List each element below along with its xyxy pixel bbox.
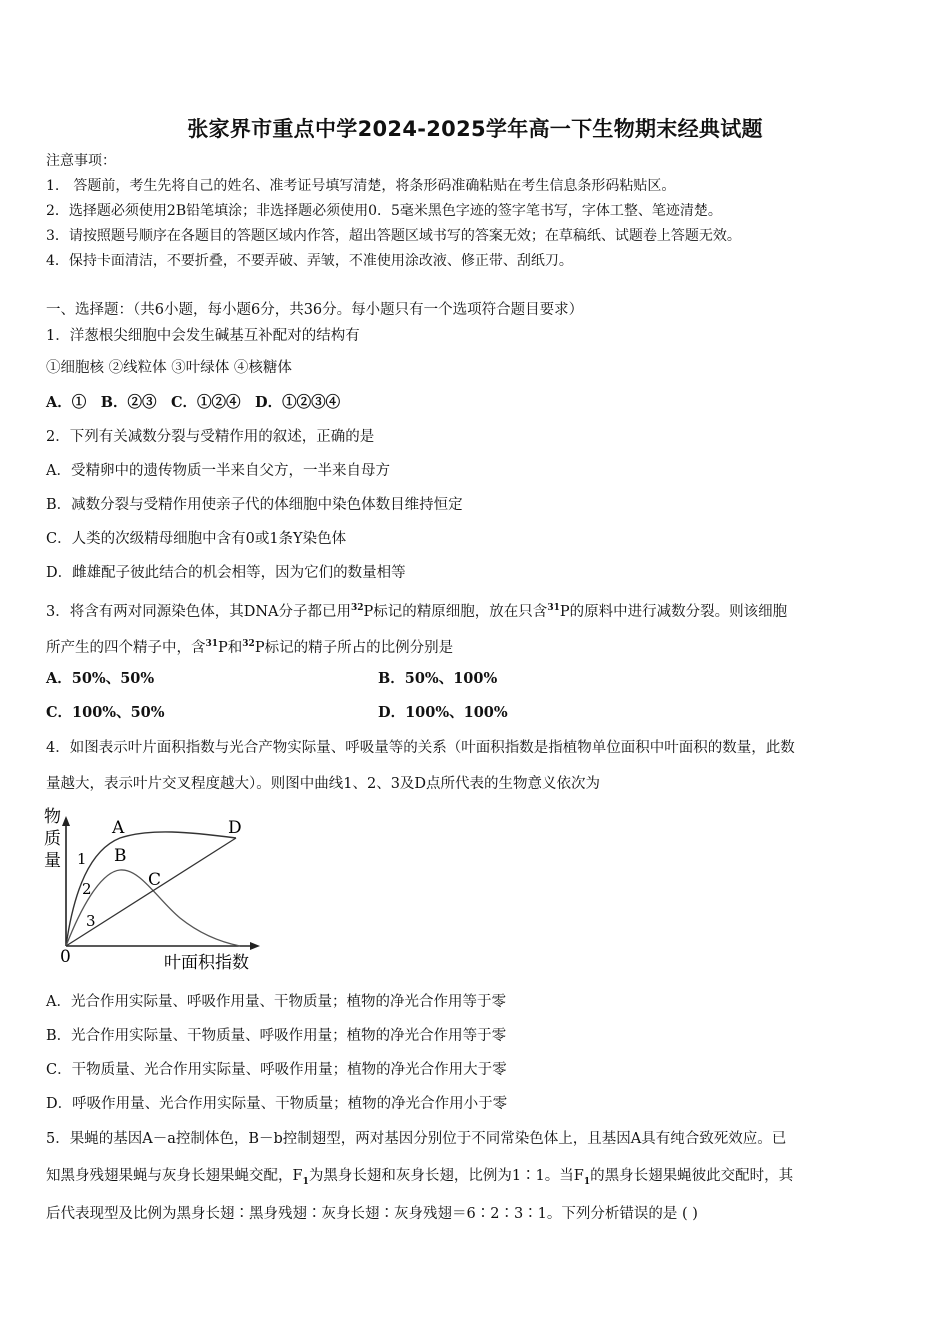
q3-stem-a: 3．将含有两对同源染色体，其DNA分子都已用 <box>46 603 352 620</box>
x-axis-arrow <box>250 942 260 950</box>
q4-option-a: A．光合作用实际量、呼吸作用量、干物质量；植物的净光合作用等于零 <box>46 994 506 1010</box>
q4-stem-line1: 4．如图表示叶片面积指数与光合产物实际量、呼吸量等的关系（叶面积指数是指植物单位面积中叶面积的数量，此数 <box>46 740 795 756</box>
y-axis-arrow <box>62 816 70 826</box>
curve-label-3: 3 <box>86 912 96 930</box>
q3-sup-31: 31 <box>547 603 560 613</box>
q3-option-b: B．50%、100% <box>378 670 498 687</box>
y-label-char-3: 量 <box>44 851 61 871</box>
q2-option-d: D．雌雄配子彼此结合的机会相等，因为它们的数量相等 <box>46 565 406 581</box>
q2-option-c: C．人类的次级精母细胞中含有0或1条Y染色体 <box>46 531 347 547</box>
q5-line3: 后代表现型及比例为黑身长翅∶黑身残翅∶灰身长翅∶灰身残翅＝6∶2∶3∶1。下列分析错误的是 ( ) <box>46 1206 698 1222</box>
q3-option-a: A．50%、50% <box>46 670 155 687</box>
q5-line2-b: 为黑身长翅和灰身长翅，比例为1∶1。当F <box>308 1168 584 1184</box>
q3-stem-b: P标记的精原细胞，放在只含 <box>363 603 548 620</box>
q2-option-b: B．减数分裂与受精作用使亲子代的体细胞中染色体数目维持恒定 <box>46 497 463 513</box>
q4-option-c: C．干物质量、光合作用实际量、呼吸作用量；植物的净光合作用大于零 <box>46 1062 507 1078</box>
q5-sub-1: 1 <box>302 1176 309 1187</box>
point-label-c: C <box>148 870 162 890</box>
notice-item-2: 2．选择题必须使用2B铅笔填涂；非选择题必须使用0．5毫米黑色字迹的签字笔书写，字体工整、笔迹清楚。 <box>46 203 722 219</box>
y-label-char-2: 质 <box>44 829 61 849</box>
q5-line2-c: 的黑身长翅果蝇彼此交配时，其 <box>590 1168 794 1184</box>
notice-item-1: 1. 答题前，考生先将自己的姓名、准考证号填写清楚，将条形码准确粘贴在考生信息条形码粘贴区。 <box>46 178 676 194</box>
q3-stem-c: P的原料中进行减数分裂。则该细胞 <box>559 603 788 620</box>
q3-stem-line2 <box>46 634 453 658</box>
q5-sub-1b: 1 <box>583 1176 591 1187</box>
page-title: 张家界市重点中学2024-2025学年高一下生物期末经典试题 <box>187 117 763 141</box>
q3-option-c: C．100%、50% <box>46 704 165 721</box>
point-label-a: A <box>112 818 125 838</box>
q1-stem: 1．洋葱根尖细胞中会发生碱基互补配对的结构有 <box>46 328 360 344</box>
q3-line2-a: 所产生的四个精子中，含 <box>46 639 206 656</box>
q4-chart <box>40 800 270 980</box>
q3-option-d: D．100%、100% <box>378 704 508 721</box>
q3-sup-32b: 32 <box>242 639 255 649</box>
q1-options: A．① B．②③ C．①②④ D．①②③④ <box>46 394 341 411</box>
q3-line2-b: P和 <box>218 639 243 656</box>
notice-item-3: 3．请按照题号顺序在各题目的答题区域内作答，超出答题区域书写的答案无效；在草稿纸、试题卷上答题无效。 <box>46 228 741 244</box>
point-label-b: B <box>114 846 127 866</box>
q4-option-b: B．光合作用实际量、干物质量、呼吸作用量；植物的净光合作用等于零 <box>46 1028 507 1044</box>
q5-line2 <box>46 1166 793 1192</box>
q3-stem-line1 <box>46 598 787 622</box>
section-heading: 一、选择题：（共6小题，每小题6分，共36分。每小题只有一个选项符合题目要求） <box>46 302 584 318</box>
curve-label-1: 1 <box>77 850 87 868</box>
q3-sup-32: 32 <box>351 603 364 613</box>
q1-items: ①细胞核 ②线粒体 ③叶绿体 ④核糖体 <box>46 360 292 376</box>
y-label-char-1: 物 <box>44 807 61 827</box>
q4-stem-line2: 量越大，表示叶片交叉程度越大）。则图中曲线1、2、3及D点所代表的生物意义依次为 <box>46 776 601 792</box>
q2-option-a: A．受精卵中的遗传物质一半来自父方，一半来自母方 <box>46 463 390 479</box>
origin-label: 0 <box>60 947 71 967</box>
q4-option-d: D．呼吸作用量、光合作用实际量、干物质量；植物的净光合作用小于零 <box>46 1096 508 1112</box>
q2-stem: 2．下列有关减数分裂与受精作用的叙述，正确的是 <box>46 429 375 445</box>
q5-line2-a: 知黑身残翅果蝇与灰身长翅果蝇交配，F <box>46 1168 303 1184</box>
point-label-d: D <box>228 818 242 838</box>
x-axis-label: 叶面积指数 <box>164 953 249 973</box>
notice-heading: 注意事项： <box>46 153 116 169</box>
q3-sup-31b: 31 <box>205 639 219 649</box>
q5-line1: 5．果蝇的基因A－a控制体色，B－b控制翅型，两对基因分别位于不同常染色体上，且基因A具有纯合致死效应。已 <box>46 1131 787 1147</box>
notice-item-4: 4．保持卡面清洁，不要折叠，不要弄破、弄皱，不准使用涂改液、修正带、刮纸刀。 <box>46 253 573 269</box>
curve-label-2: 2 <box>82 880 92 898</box>
q3-line2-c: P标记的精子所占的比例分别是 <box>254 639 454 656</box>
